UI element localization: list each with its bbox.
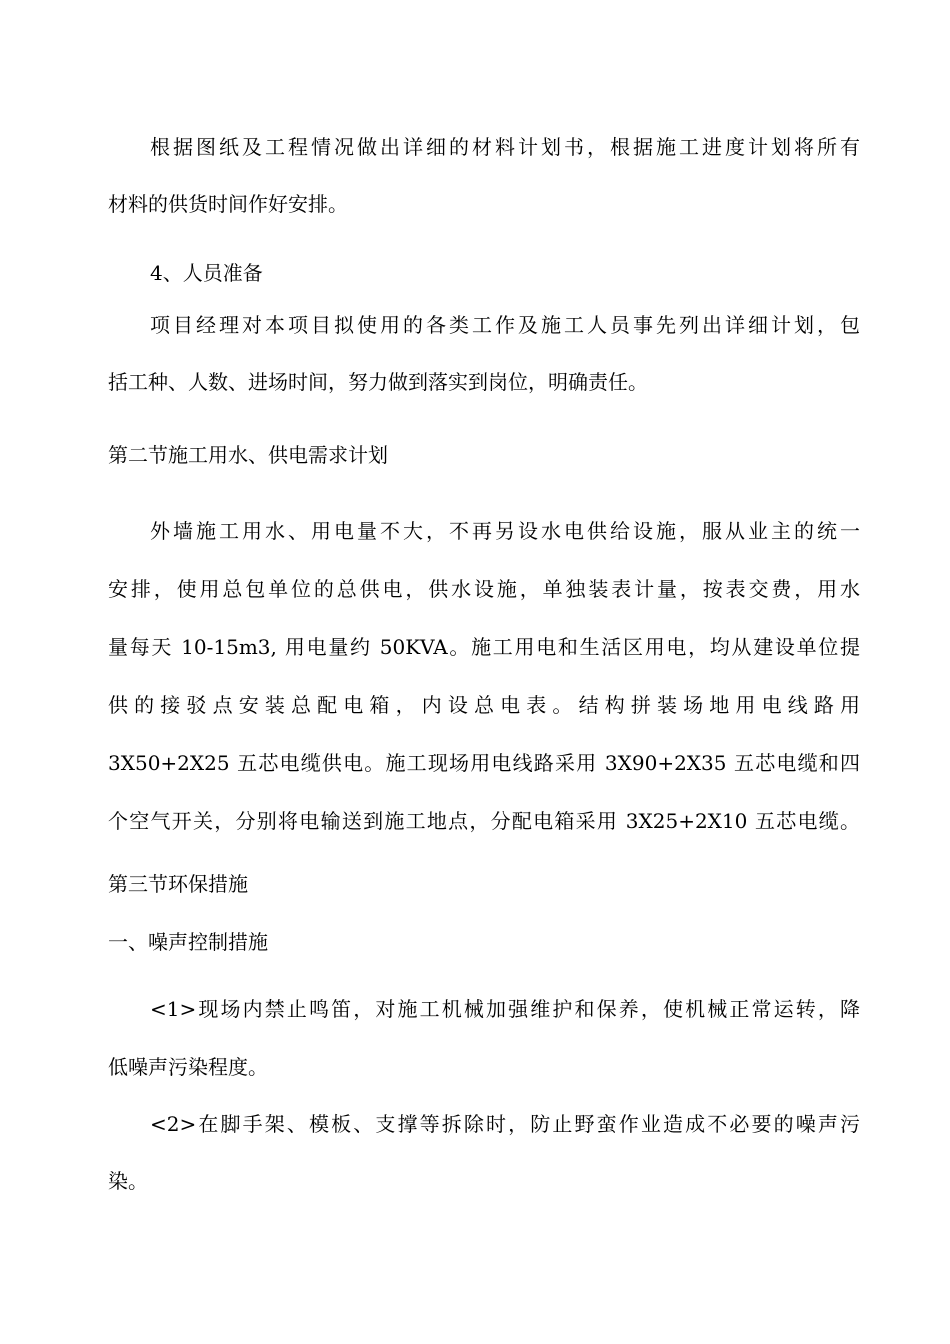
water-power-line-2: 安排，使用总包单位的总供电，供水设施，单独装表计量，按表交费，用水 xyxy=(108,577,860,601)
noise-control-heading: 一、噪声控制措施 xyxy=(108,930,268,954)
material-plan-line-1: 根据图纸及工程情况做出详细的材料计划书，根据施工进度计划将所有 xyxy=(150,135,860,159)
noise-item-1-line-2: 低噪声污染程度。 xyxy=(108,1055,268,1079)
material-plan-line-2: 材料的供货时间作好安排。 xyxy=(108,192,348,216)
personnel-line-2: 括工种、人数、进场时间，努力做到落实到岗位，明确责任。 xyxy=(108,370,648,394)
noise-item-2-line-2: 染。 xyxy=(108,1169,148,1193)
section-3-heading: 第三节环保措施 xyxy=(108,872,248,896)
noise-item-1-line-1: <1>现场内禁止鸣笛，对施工机械加强维护和保养，使机械正常运转，降 xyxy=(150,997,860,1021)
water-power-line-1: 外墙施工用水、用电量不大，不再另设水电供给设施，服从业主的统一 xyxy=(150,519,860,543)
water-power-line-6: 个空气开关，分别将电输送到施工地点，分配电箱采用 3X25+2X10 五芯电缆。 xyxy=(108,809,860,833)
water-power-line-3: 量每天 10-15m3, 用电量约 50KVA。施工用电和生活区用电，均从建设单位提 xyxy=(108,635,860,659)
personnel-line-1: 项目经理对本项目拟使用的各类工作及施工人员事先列出详细计划，包 xyxy=(150,313,860,337)
water-power-line-5: 3X50+2X25 五芯电缆供电。施工现场用电线路采用 3X90+2X35 五芯电缆和四 xyxy=(108,751,860,775)
section-2-heading: 第二节施工用水、供电需求计划 xyxy=(108,443,388,467)
section-4-title: 4、人员准备 xyxy=(150,261,263,285)
water-power-line-4: 供的接驳点安装总配电箱，内设总电表。结构拼装场地用电线路用 xyxy=(108,693,860,717)
noise-item-2-line-1: <2>在脚手架、模板、支撑等拆除时，防止野蛮作业造成不必要的噪声污 xyxy=(150,1112,860,1136)
